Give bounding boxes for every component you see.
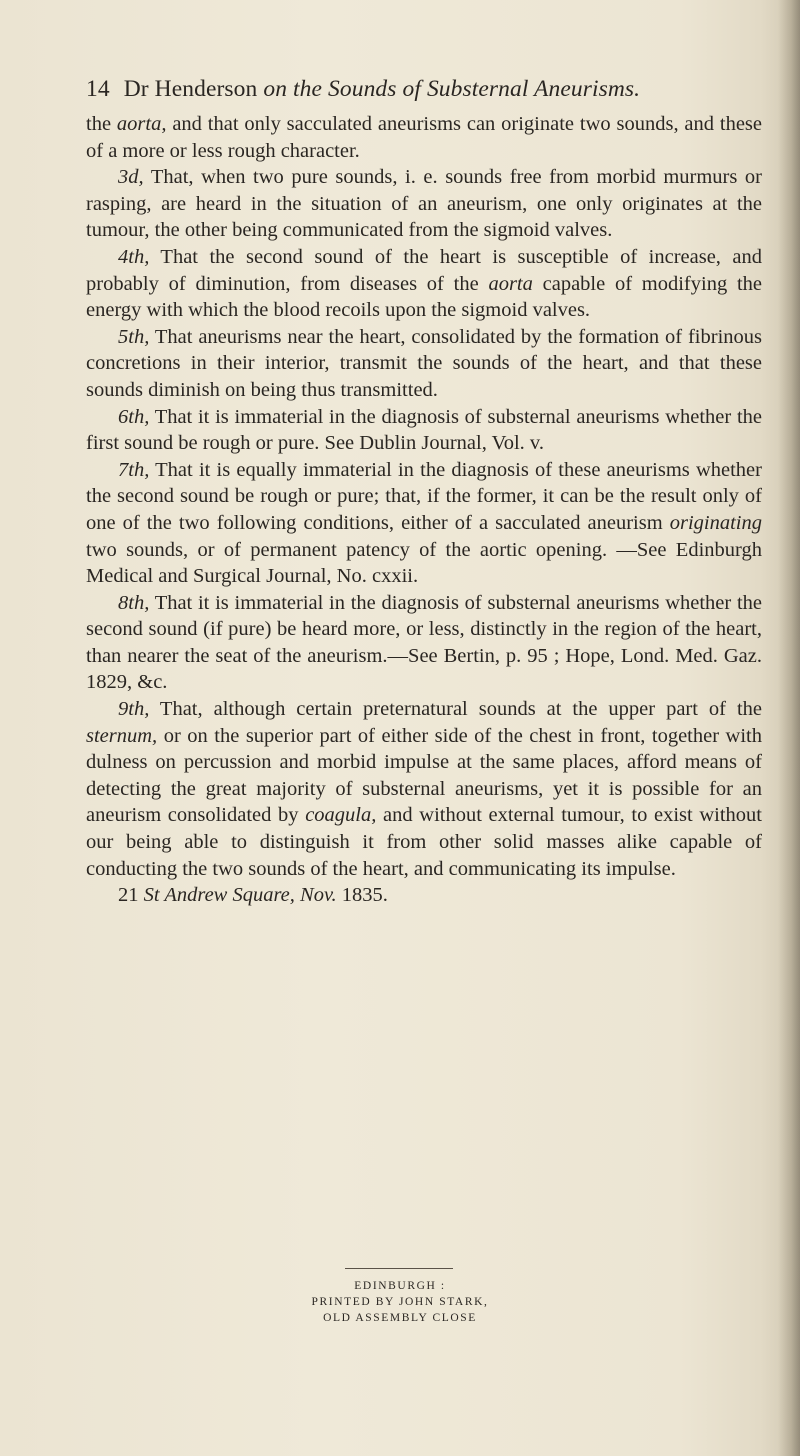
- imprint-rule: [345, 1268, 453, 1269]
- dateline-year: 1835.: [336, 884, 388, 907]
- conclusion-text: That it is immaterial in the diagnosis of substernal aneurisms whether the first sound be rough or pure. See Dublin Journal, Vol. v.: [86, 405, 762, 455]
- conclusion-number: 6th,: [118, 405, 150, 428]
- running-header: [86, 76, 746, 103]
- text-run: and that only sacculated aneurisms can originate two sounds, and these of a more or less rough character.: [86, 113, 762, 162]
- conclusion-text: That aneurisms near the heart, consolidated by the formation of fibrinous concretions in their interior, transmit the sounds of the heart, and that these sounds diminish on being thus transmitted.: [86, 325, 762, 401]
- text-run: That, although certain preternatural sounds at the upper part of the: [149, 698, 762, 721]
- dateline-number: 21: [118, 884, 144, 907]
- text-run: the: [86, 113, 117, 135]
- conclusion-number: 5th,: [118, 325, 150, 348]
- printer-imprint: [0, 1278, 800, 1326]
- text-run: That it is equally immaterial in the diagnosis of these aneurisms whether the second sound be rough or pure; that, if the former, it can be the result only of one of the two following conditions, either of a sacculated aneurism: [86, 458, 762, 534]
- conclusion-5th: [86, 324, 762, 404]
- italic-term: originating: [669, 511, 762, 534]
- page-edge-shadow: [778, 0, 800, 1456]
- conclusion-number: 9th,: [118, 698, 150, 721]
- imprint-city: EDINBURGH :: [354, 1280, 446, 1292]
- dateline: [86, 882, 762, 909]
- italic-term: aorta: [488, 272, 533, 295]
- continued-paragraph: [86, 111, 762, 164]
- body-text: [86, 111, 762, 909]
- italic-term: aorta,: [116, 113, 167, 135]
- conclusion-number: 7th,: [118, 458, 150, 481]
- header-on: on: [263, 76, 288, 102]
- conclusion-7th: [86, 457, 762, 590]
- text-run: capable of modifying the energy with which the blood recoils upon the sigmoid valves.: [86, 272, 762, 322]
- conclusion-text: That, when two pure sounds, i. e. sounds free from morbid murmurs or rasping, are heard in the situation of an aneurism, one only originates at the tumour, the other being communicated from the sigmoid valves.: [86, 166, 762, 242]
- text-run: or on the superior part of either side of the chest in front, together with dulness on percussion and morbid impulse at the same places, afford means of detecting the great majority of substernal aneurisms, yet it is possible for an aneurism consolidated by: [86, 724, 762, 827]
- conclusion-number: 4th,: [118, 245, 150, 268]
- conclusion-8th: [86, 590, 762, 696]
- conclusion-6th: [86, 404, 762, 457]
- imprint-printer: PRINTED BY JOHN STARK,: [311, 1296, 489, 1308]
- conclusion-4th: [86, 244, 762, 324]
- conclusion-text: That it is immaterial in the diagnosis of substernal aneurisms whether the second sound (if pure) be heard more, or less, distinctly in the region of the heart, than nearer the seat of the aneurism.—See Bertin, p. 95 ; Hope, Lond. Med. Gaz. 1829, &c.: [86, 591, 762, 694]
- text-run: and without external tumour, to exist without our being able to distinguish it from other solid masses alike capable of conducting the two sounds of the heart, and communicating its impulse.: [86, 804, 762, 880]
- italic-term: coagula,: [305, 804, 377, 827]
- imprint-address: OLD ASSEMBLY CLOSE: [323, 1312, 477, 1324]
- dateline-place: St Andrew Square, Nov.: [143, 884, 337, 907]
- text-run: That the second sound of the heart is susceptible of increase, and probably of diminution, from diseases of the: [86, 245, 762, 295]
- italic-term: sternum,: [86, 724, 158, 747]
- conclusion-9th: [86, 696, 762, 882]
- header-title: the Sounds of Substernal Aneurisms.: [293, 76, 641, 102]
- text-run: two sounds, or of permanent patency of the aortic opening. —See Edinburgh Medical and Surgical Journal, No. cxxii.: [86, 538, 762, 588]
- header-author: Dr Henderson: [123, 76, 258, 102]
- page-number: 14: [86, 76, 110, 102]
- conclusion-number: 3d,: [118, 166, 144, 189]
- conclusion-number: 8th,: [118, 591, 150, 614]
- conclusion-3d: [86, 164, 762, 244]
